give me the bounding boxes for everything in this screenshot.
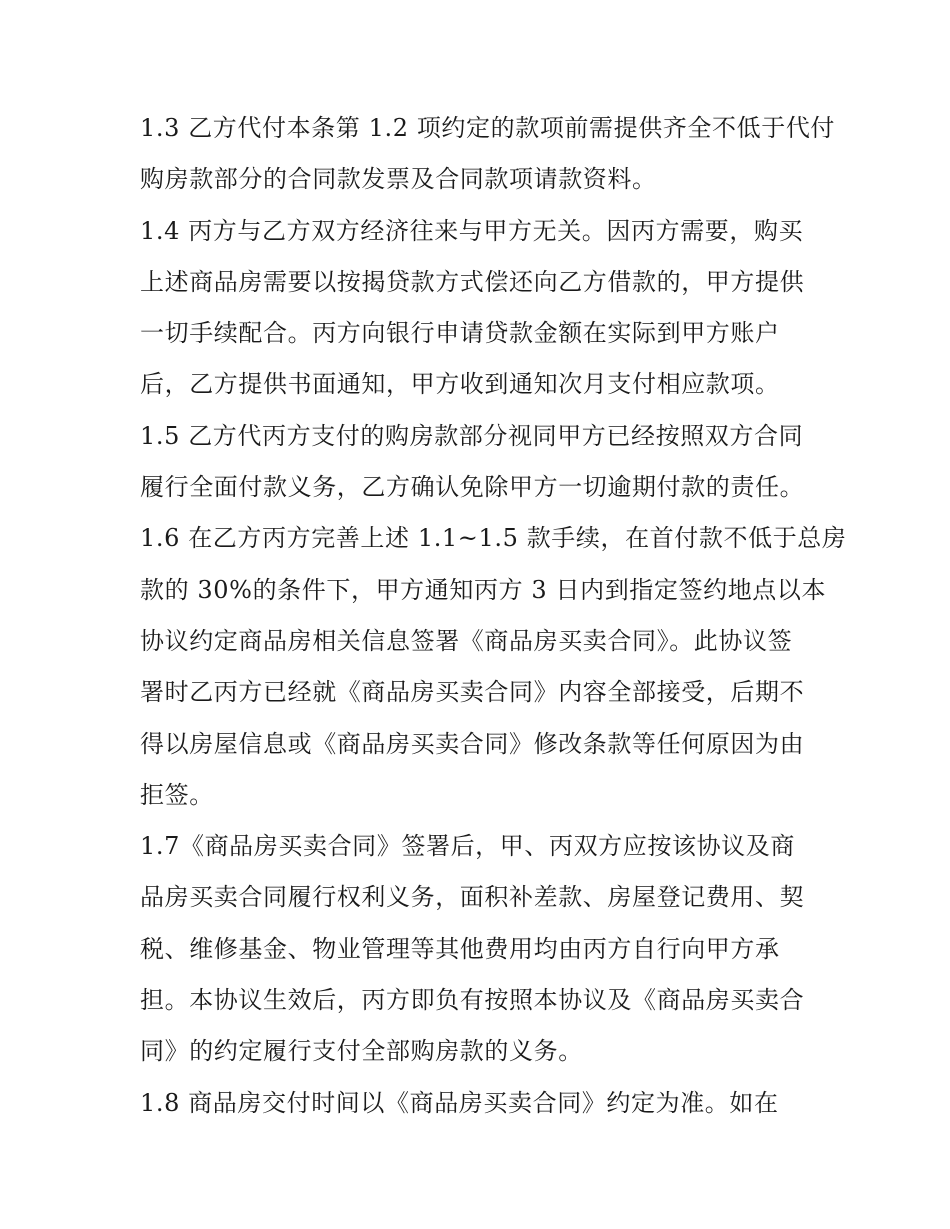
text-line: 担。本协议生效后，丙方即负有按照本协议及《商品房买卖合 — [140, 986, 805, 1015]
text-line: 履行全面付款义务，乙方确认免除甲方一切逾期付款的责任。 — [140, 473, 805, 502]
text-line: 款的 30%的条件下，甲方通知丙方 3 日内到指定签约地点以本 — [140, 575, 827, 604]
text-line: 1.6 在乙方丙方完善上述 1.1~1.5 款手续，在首付款不低于总房 — [140, 524, 847, 553]
text-line: 品房买卖合同履行权利义务，面积补差款、房屋登记费用、契 — [140, 883, 805, 912]
text-line: 税、维修基金、物业管理等其他费用均由丙方自行向甲方承 — [140, 934, 780, 963]
text-line: 同》的约定履行支付全部购房款的义务。 — [140, 1037, 583, 1066]
text-line: 得以房屋信息或《商品房买卖合同》修改条款等任何原因为由 — [140, 729, 805, 758]
text-line: 上述商品房需要以按揭贷款方式偿还向乙方借款的，甲方提供 — [140, 267, 805, 296]
text-line: 拒签。 — [140, 780, 214, 809]
text-line: 1.7《商品房买卖合同》签署后，甲、丙双方应按该协议及商 — [140, 832, 795, 861]
text-line: 1.4 丙方与乙方双方经济往来与甲方无关。因丙方需要，购买 — [140, 216, 804, 245]
text-line: 购房款部分的合同款发票及合同款项请款资料。 — [140, 165, 657, 194]
text-line: 一切手续配合。丙方向银行申请贷款金额在实际到甲方账户 — [140, 319, 780, 348]
text-line: 后，乙方提供书面通知，甲方收到通知次月支付相应款项。 — [140, 370, 780, 399]
text-line: 1.5 乙方代丙方支付的购房款部分视同甲方已经按照双方合同 — [140, 421, 804, 450]
text-line: 署时乙丙方已经就《商品房买卖合同》内容全部接受，后期不 — [140, 678, 805, 707]
document-body — [140, 103, 847, 1129]
text-line: 协议约定商品房相关信息签署《商品房买卖合同》。此协议签 — [140, 626, 793, 655]
text-line: 1.8 商品房交付时间以《商品房买卖合同》约定为准。如在 — [140, 1088, 779, 1117]
text-line: 1.3 乙方代付本条第 1.2 项约定的款项前需提供齐全不低于代付 — [140, 114, 836, 142]
